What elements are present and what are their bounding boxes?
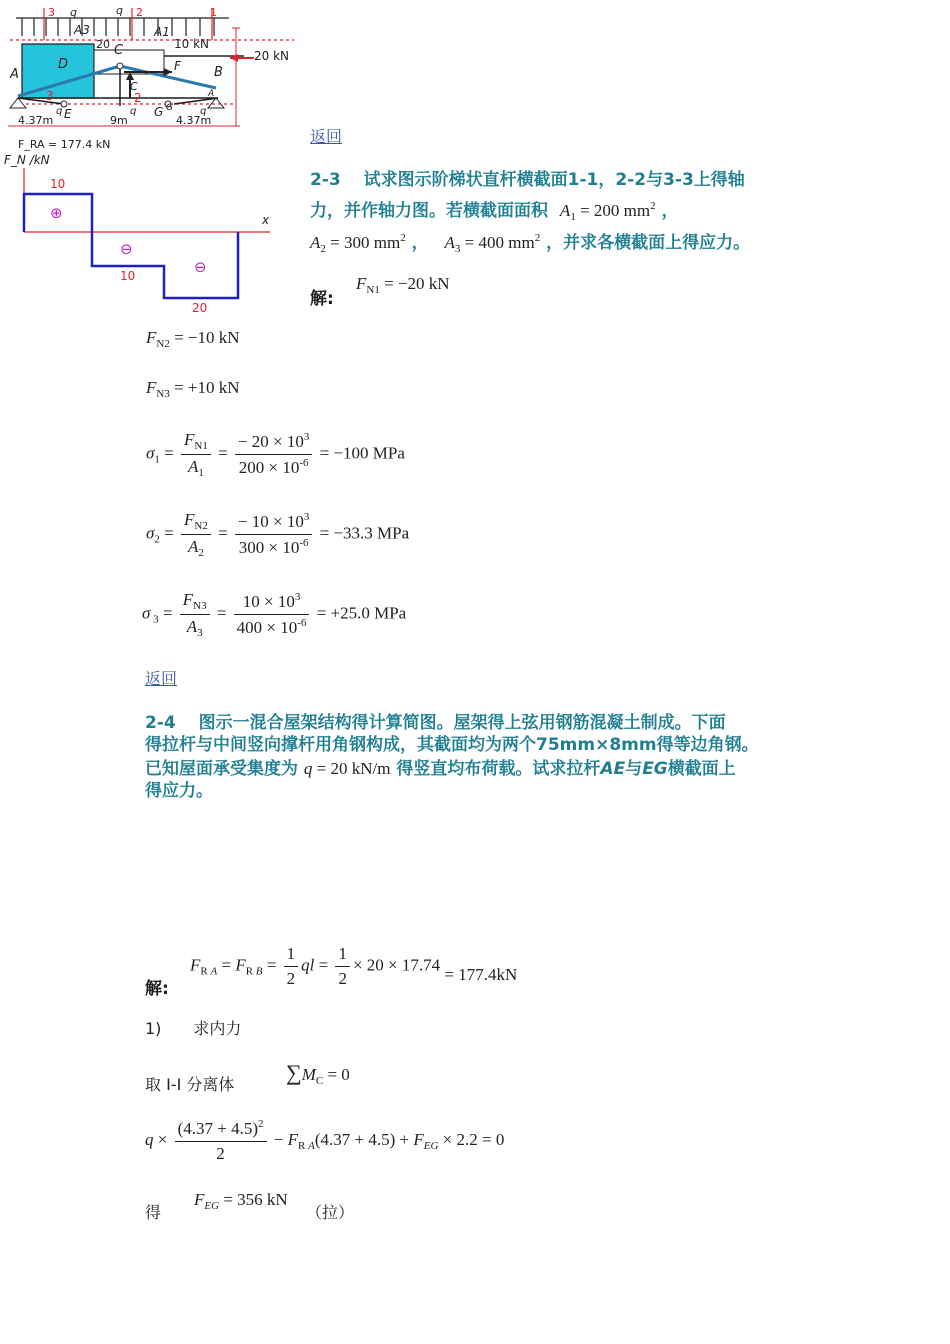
eq-sigma2: $\sigma_2$ = $\frac{F_{N2}}{A_2}$ = $\frac{- 10 \times 10^3}{300 \times 10^{-6}}$ = −33.3 MPa [146, 510, 410, 559]
label-twenty: 20 [96, 38, 110, 51]
label-20kN: 20 kN [254, 49, 290, 63]
axial-sign-1: ⊕ [50, 204, 63, 222]
label-q5: q [200, 106, 207, 117]
dim-4.37m-left: 4.37m [18, 114, 54, 127]
axial-value-1: 10 [50, 177, 66, 191]
label-10kN: 10 kN [174, 37, 210, 51]
area-A1: $A_1 = 200$ $mm^2$ [559, 200, 656, 223]
label-A: A [10, 67, 19, 82]
solution-label-1: 解: [310, 289, 334, 309]
eq-reactions: $F_{R A} = F_{R B}$ = $\frac{1}{2}$ ql = $\frac{1}{2}$ × 20 × 17.74 = 177.4kN [190, 944, 518, 988]
problem-2-4-line1: 2-4 图示一混合屋架结构得计算简图。屋架得上弦用钢筋混凝土制成。下面 [145, 713, 726, 733]
distributed-load [16, 18, 229, 36]
tension-note: （拉） [306, 1203, 355, 1222]
result-label: 得 [145, 1203, 162, 1222]
eq-sigma3: σ $_3$ = $\frac{F_{N3}}{A_3}$ = $\frac{10 \times 10^3}{400 \times 10^{-6}}$ = +25.0 MPa [142, 590, 407, 639]
label-E: E [64, 107, 72, 121]
problem-2-4-line2: 得拉杆与中间竖向撑杆用角钢构成，其截面均为两个75mm×8mm得等边角钢。 [145, 735, 759, 755]
solution-label-2: 解: [145, 979, 169, 999]
problem-2-3-line2: 力，并作轴力图。若横截面面积 $A_1 = 200$ $mm^2$ ， [310, 200, 679, 223]
label-2b: 2 [134, 91, 142, 105]
label-n2: 2 [136, 6, 143, 19]
label-q2: q [116, 4, 123, 17]
eq-moment-sum: $\sum M_C = 0$ [286, 1060, 350, 1087]
area-A2: $A_2 = 300$ $mm^2$ [310, 232, 406, 255]
label-C: C [114, 43, 124, 58]
dim-4.37m-right: 4.37m [176, 114, 212, 127]
label-FA: A [208, 89, 215, 99]
label-D: D [58, 57, 69, 72]
label-Fc: C [130, 80, 138, 93]
label-B: B [214, 65, 223, 80]
label-G: G [154, 105, 164, 119]
label-A1: A1 [154, 25, 170, 39]
problem-2-3-line3: $A_2 = 300$ $mm^2$ ， $A_3 = 400$ $mm^2$ ，并求各横截面上得应力。 [310, 232, 751, 255]
problem-2-4-line3: 已知屋面承受集度为 q = 20 kN/m 得竖直均布荷载。试求拉杆AE与EG横截面上 [145, 759, 736, 779]
label-q1: q [70, 6, 77, 19]
load-q: q = 20 kN/m [303, 759, 391, 778]
truss-figure [4, 4, 296, 154]
back-link-1[interactable]: 返回 [310, 127, 343, 146]
label-q4: q [130, 106, 137, 117]
back-link-2[interactable]: 返回 [145, 669, 178, 688]
label-n1: 1 [210, 6, 217, 19]
label-F: F [174, 59, 181, 73]
eq-FN3: $F_{N3} = +10$ kN [146, 378, 240, 400]
dim-9m: 9m [110, 114, 128, 127]
area-A3: $A_3 = 400$ $mm^2$ [444, 232, 541, 255]
axial-value-2: 10 [120, 269, 136, 283]
axial-value-3: 20 [192, 301, 208, 315]
eq-FN1: $F_{N1} = -20$ kN [356, 274, 450, 296]
label-A3: A3 [74, 23, 90, 37]
axial-xlabel: x [262, 213, 270, 227]
label-3b: 3 [46, 89, 54, 103]
eq-sigma1: $\sigma_1$ = $\frac{F_{N1}}{A_1}$ = $\frac{- 20 \times 10^3}{200 \times 10^{-6}}$ = −100 MPa [146, 430, 405, 479]
problem-2-4-line4: 得应力。 [145, 781, 213, 801]
step-1: 1) 求内力 [145, 1019, 242, 1038]
eq-moment: q × $\frac{(4.37 + 4.5)^2}{2}$ − $F_{R A}(4.37 + 4.5) + F_{EG} \times 2.2 = 0$ [145, 1118, 505, 1163]
step-2: 取 I-I 分离体 [145, 1075, 235, 1094]
axial-ylabel: F_N /kN [4, 153, 50, 167]
axial-sign-3: ⊖ [194, 258, 207, 276]
label-Fg: G [166, 103, 173, 113]
reaction-label: F_RA = 177.4 kN [18, 138, 111, 151]
eq-FN2: $F_{N2} = -10$ kN [146, 328, 240, 350]
eq-FEG: $F_{EG} = 356$ kN [194, 1190, 288, 1212]
axial-force-diagram [4, 148, 294, 318]
problem-2-3-line1: 2-3 试求图示阶梯状直杆横截面1-1，2-2与3-3上得轴 [310, 170, 745, 190]
label-q3: q [56, 106, 63, 117]
axial-sign-2: ⊖ [120, 240, 133, 258]
label-n3: 3 [48, 6, 55, 19]
